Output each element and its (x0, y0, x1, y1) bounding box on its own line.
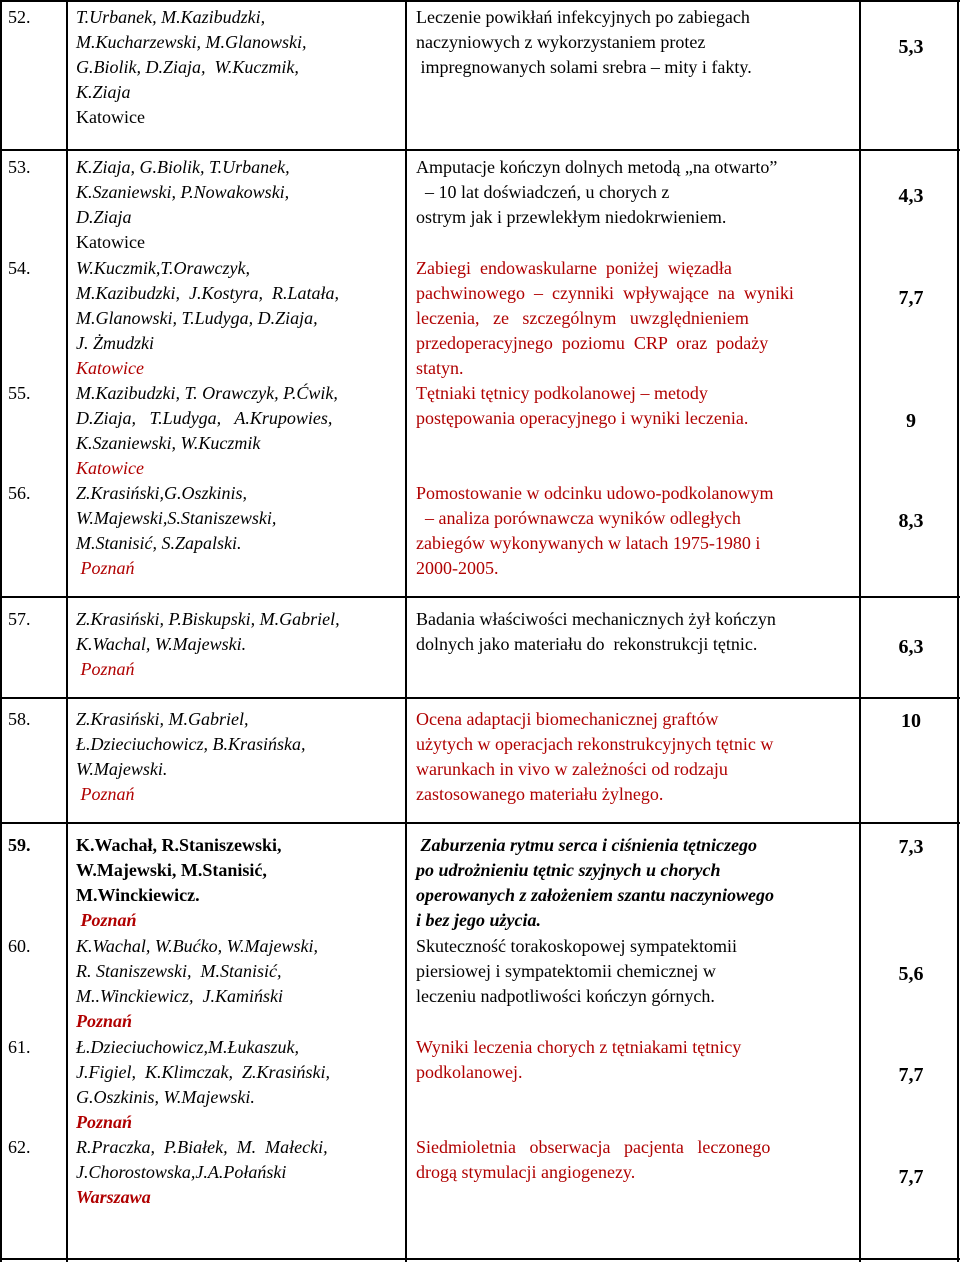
table-border-bottom (0, 1258, 960, 1260)
entry-title (416, 1135, 854, 1185)
entry-number: 62. (8, 1137, 31, 1157)
entry-score: 4,3 (898, 185, 924, 207)
entry-score: 7,3 (898, 836, 924, 858)
author-line: G.Biolik, D.Ziaja, W.Kuczmik, (76, 57, 299, 77)
title-line: Zabiegi endowaskularne poniżej więzadła (416, 258, 732, 278)
entry-authors (76, 256, 402, 381)
entry-authors (76, 607, 402, 682)
entry-authors (76, 481, 402, 581)
entry-title (416, 607, 854, 657)
entry-city: Katowice (76, 107, 145, 127)
author-line: M.Winckiewicz. (76, 885, 200, 905)
entry-authors (76, 155, 402, 255)
entry-score: 10 (901, 710, 921, 732)
entry-score: 6,3 (898, 636, 924, 658)
title-line: zabiegów wykonywanych w latach 1975-1980 i (416, 533, 761, 553)
row-divider (0, 697, 960, 699)
author-line: K.Ziaja (76, 82, 131, 102)
title-line: Wyniki leczenia chorych z tętniakami tętnicy (416, 1037, 742, 1057)
entry-number: 55. (8, 383, 31, 403)
entry-city: Poznań (76, 659, 135, 679)
entry-authors (76, 381, 402, 481)
entry-title (416, 481, 854, 581)
entry-number: 61. (8, 1037, 31, 1057)
table-border-top (0, 0, 960, 2)
entry-score: 5,3 (898, 36, 924, 58)
author-line: K.Szaniewski, P.Nowakowski, (76, 182, 290, 202)
author-line: R.Praczka, P.Białek, M. Małecki, (76, 1137, 328, 1157)
author-line: J.Figiel, K.Klimczak, Z.Krasiński, (76, 1062, 330, 1082)
title-line: Ocena adaptacji biomechanicznej graftów (416, 709, 719, 729)
author-line: W.Majewski,S.Staniszewski, (76, 508, 277, 528)
entry-city: Poznań (76, 1011, 133, 1031)
author-line: R. Staniszewski, M.Stanisić, (76, 961, 282, 981)
column-divider (405, 0, 407, 1262)
entry-city: Katowice (76, 458, 144, 478)
table-border-left (0, 0, 2, 1262)
author-line: K.Wachal, W.Bućko, W.Majewski, (76, 936, 318, 956)
entry-authors (76, 707, 402, 807)
title-line: drogą stymulacji angiogenezy. (416, 1162, 636, 1182)
title-line: – analiza porównawcza wyników odległych (416, 508, 741, 528)
author-line: M.Kazibudzki, J.Kostyra, R.Latała, (76, 283, 340, 303)
author-line: J. Żmudzki (76, 333, 154, 353)
entry-number: 52. (8, 7, 31, 27)
title-line: warunkach in vivo w zależności od rodzaju (416, 759, 728, 779)
author-line: Z.Krasiński, P.Biskupski, M.Gabriel, (76, 609, 340, 629)
entry-authors (76, 5, 402, 130)
author-line: D.Ziaja, T.Ludyga, A.Krupowies, (76, 408, 333, 428)
entry-score: 9 (906, 410, 916, 432)
row-divider (0, 822, 960, 824)
title-line: operowanych z założeniem szantu naczyniowego (416, 885, 775, 905)
title-line: pachwinowego – czynniki wpływające na wyniki (416, 283, 794, 303)
title-line: postępowania operacyjnego i wyniki leczenia. (416, 408, 749, 428)
entry-authors (76, 1035, 402, 1135)
title-line: – 10 lat doświadczeń, u chorych z (416, 182, 670, 202)
row-divider (0, 149, 960, 151)
entry-authors (76, 833, 402, 933)
author-line: D.Ziaja (76, 207, 132, 227)
title-line: przedoperacyjnego poziomu CRP oraz podaży (416, 333, 769, 353)
title-line: impregnowanych solami srebra – mity i fakty. (416, 57, 752, 77)
entry-city: Katowice (76, 232, 145, 252)
entry-authors (76, 1135, 402, 1210)
column-divider (859, 0, 861, 1262)
author-line: M.Stanisić, S.Zapalski. (76, 533, 242, 553)
author-line: Ł.Dzieciuchowicz, B.Krasińska, (76, 734, 306, 754)
author-line: W.Majewski. (76, 759, 168, 779)
title-line: naczyniowych z wykorzystaniem protez (416, 32, 706, 52)
title-line: Zaburzenia rytmu serca i ciśnienia tętniczego (416, 835, 758, 855)
entry-score: 7,7 (898, 1064, 924, 1086)
entry-score: 5,6 (898, 963, 924, 985)
entry-title (416, 707, 854, 807)
title-line: Pomostowanie w odcinku udowo-podkolanowym (416, 483, 774, 503)
author-line: T.Urbanek, M.Kazibudzki, (76, 7, 266, 27)
entry-city: Katowice (76, 358, 144, 378)
author-line: K.Ziaja, G.Biolik, T.Urbanek, (76, 157, 290, 177)
author-line: W.Kuczmik,T.Orawczyk, (76, 258, 250, 278)
entry-authors (76, 934, 402, 1034)
title-line: Skuteczność torakoskopowej sympatektomii (416, 936, 737, 956)
entry-number: 58. (8, 709, 31, 729)
title-line: leczeniu nadpotliwości kończyn górnych. (416, 986, 715, 1006)
author-line: M.Kucharzewski, M.Glanowski, (76, 32, 307, 52)
author-line: M.Kazibudzki, T. Orawczyk, P.Ćwik, (76, 383, 338, 403)
entry-score: 7,7 (898, 1166, 924, 1188)
author-line: Z.Krasiński,G.Oszkinis, (76, 483, 248, 503)
entry-number: 56. (8, 483, 31, 503)
entry-title (416, 256, 854, 381)
title-line: statyn. (416, 358, 464, 378)
entry-number: 53. (8, 157, 31, 177)
column-divider (66, 0, 68, 1262)
title-line: Siedmioletnia obserwacja pacjenta leczonego (416, 1137, 771, 1157)
title-line: dolnych jako materiału do rekonstrukcji tętnic. (416, 634, 758, 654)
entry-city: Poznań (76, 558, 135, 578)
entry-score: 7,7 (898, 287, 924, 309)
entry-city: Poznań (76, 1112, 133, 1132)
entry-number: 60. (8, 936, 31, 956)
title-line: Tętniaki tętnicy podkolanowej – metody (416, 383, 708, 403)
title-line: Leczenie powikłań infekcyjnych po zabiegach (416, 7, 750, 27)
author-line: Z.Krasiński, M.Gabriel, (76, 709, 249, 729)
title-line: podkolanowej. (416, 1062, 523, 1082)
entry-title (416, 155, 854, 230)
entry-title (416, 381, 854, 431)
author-line: M..Winckiewicz, J.Kamiński (76, 986, 283, 1006)
entry-city: Poznań (76, 910, 137, 930)
title-line: Amputacje kończyn dolnych metodą „na otwarto” (416, 157, 778, 177)
entry-number: 57. (8, 609, 31, 629)
entry-title (416, 1035, 854, 1085)
author-line: K.Szaniewski, W.Kuczmik (76, 433, 261, 453)
title-line: piersiowej i sympatektomii chemicznej w (416, 961, 716, 981)
table-border-right (957, 0, 959, 1262)
author-line: W.Majewski, M.Stanisić, (76, 860, 267, 880)
author-line: K.Wachal, W.Majewski. (76, 634, 247, 654)
author-line: K.Wachał, R.Staniszewski, (76, 835, 282, 855)
author-line: J.Chorostowska,J.A.Połański (76, 1162, 287, 1182)
row-divider (0, 596, 960, 598)
entry-title (416, 5, 854, 80)
title-line: Badania właściwości mechanicznych żył kończyn (416, 609, 776, 629)
entry-number: 59. (8, 835, 31, 855)
author-line: Ł.Dzieciuchowicz,M.Łukaszuk, (76, 1037, 299, 1057)
entry-score: 8,3 (898, 510, 924, 532)
title-line: 2000-2005. (416, 558, 499, 578)
entry-city: Warszawa (76, 1187, 151, 1207)
entry-title (416, 934, 854, 1009)
title-line: po udrożnieniu tętnic szyjnych u chorych (416, 860, 721, 880)
author-line: G.Oszkinis, W.Majewski. (76, 1087, 255, 1107)
author-line: M.Glanowski, T.Ludyga, D.Ziaja, (76, 308, 318, 328)
title-line: i bez jego użycia. (416, 910, 541, 930)
title-line: leczenia, ze szczególnym uwzględnieniem (416, 308, 749, 328)
entry-title (416, 833, 854, 933)
title-line: ostrym jak i przewlekłym niedokrwieniem. (416, 207, 727, 227)
title-line: zastosowanego materiału żylnego. (416, 784, 664, 804)
title-line: użytych w operacjach rekonstrukcyjnych tętnic w (416, 734, 774, 754)
entry-city: Poznań (76, 784, 135, 804)
entry-number: 54. (8, 258, 31, 278)
